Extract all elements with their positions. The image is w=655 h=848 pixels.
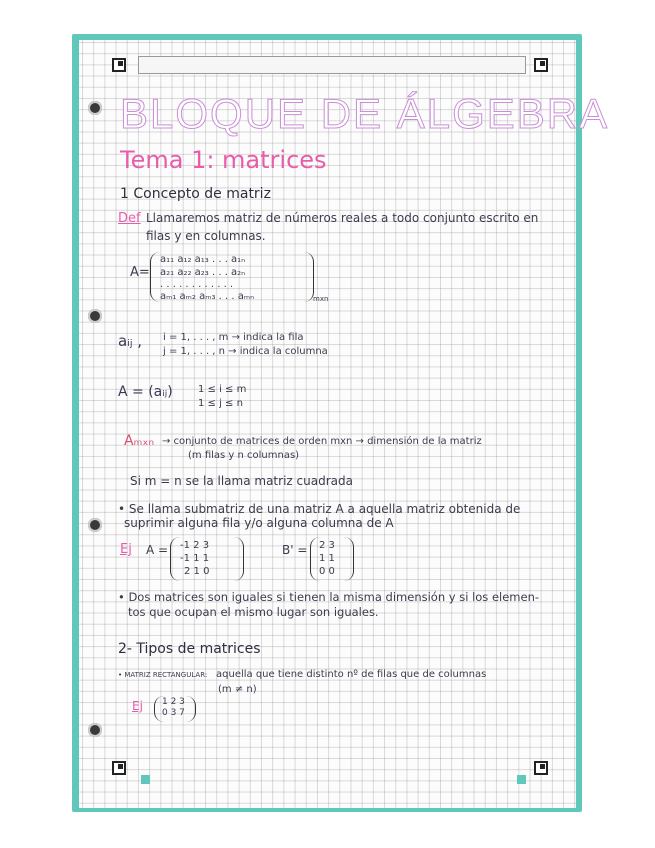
rect-condition: (m ≠ n) [218,684,257,695]
binder-hole-icon [88,101,102,115]
matrix-lhs: A= [130,265,150,280]
binder-hole-icon [88,309,102,323]
corner-marker-icon [534,58,548,72]
corner-marker-icon [112,58,126,72]
example-label: Ej [132,699,143,713]
aij-j: j = 1, . . . , n → indica la columna [163,346,328,357]
matrix-row: -1 1 1 [180,553,210,564]
matrix-row: a₂₁ a₂₂ a₂₃ . . . a₂ₙ [160,267,246,278]
square-matrix-note: Si m = n se la llama matriz cuadrada [130,474,353,488]
range-i: 1 ≤ i ≤ m [198,384,247,395]
equal-matrices-line: • Dos matrices son iguales si tienen la misma dimensión y si los elemen- [118,590,540,604]
amxn-sub: (m filas y n columnas) [188,450,300,461]
matrix-row: aₘ₁ aₘ₂ aₘ₃ . . . aₘₙ [160,291,255,302]
teal-square-icon [517,775,526,784]
matrix-row: 0 3 7 [162,708,185,718]
binder-hole-icon [88,518,102,532]
aij-i: i = 1, . . . , m → indica la fila [163,332,304,343]
def-label: Def [118,211,141,226]
corner-marker-icon [112,761,126,775]
a-equals-aij: A = (aᵢⱼ) [118,384,173,400]
section-heading: 1 Concepto de matriz [120,186,271,202]
submatriz-line: • Se llama submatriz de una matriz A a aquella matriz obtenida de [118,502,521,516]
matrix-row: 1 2 3 [162,697,185,707]
page-title: BLOQUE DE ÁLGEBRA [120,90,610,137]
rect-text: aquella que tiene distinto nº de filas que de columnas [216,669,487,680]
matrix-row: . . . . . . . . . . . . [160,279,234,290]
range-j: 1 ≤ j ≤ n [198,398,243,409]
aij-label: aᵢⱼ , [118,332,143,350]
definition-line: filas y en columnas. [146,229,266,243]
binder-hole-icon [88,723,102,737]
section-heading: 2- Tipos de matrices [118,641,261,657]
example-b-lhs: B' = [282,543,308,557]
matrix-row: -1 2 3 [180,540,210,551]
teal-square-icon [141,775,150,784]
example-a-lhs: A = [146,543,169,557]
matrix-row: 0 0 [319,566,335,577]
rect-label: • MATRIZ RECTANGULAR: [118,671,208,679]
amxn-label: Aₘₓₙ [124,433,155,449]
matrix-row: 1 1 [319,553,335,564]
matrix-row: 2 1 0 [184,566,210,577]
tema-heading: Tema 1: matrices [120,146,327,174]
matrix-size: mxn [313,295,329,303]
example-label: Ej [120,542,132,557]
definition-line: Llamaremos matriz de números reales a todo conjunto escrito en [146,211,539,225]
equal-matrices-line: tos que ocupan el mismo lugar son iguales. [128,605,379,619]
amxn-text: → conjunto de matrices de orden mxn → dimensión de la matriz [162,436,482,447]
header-box [138,56,526,74]
submatriz-line: suprimir alguna fila y/o alguna columna de A [124,516,394,530]
matrix-row: 2 3 [319,540,335,551]
matrix-row: a₁₁ a₁₂ a₁₃ . . . a₁ₙ [160,254,246,265]
corner-marker-icon [534,761,548,775]
